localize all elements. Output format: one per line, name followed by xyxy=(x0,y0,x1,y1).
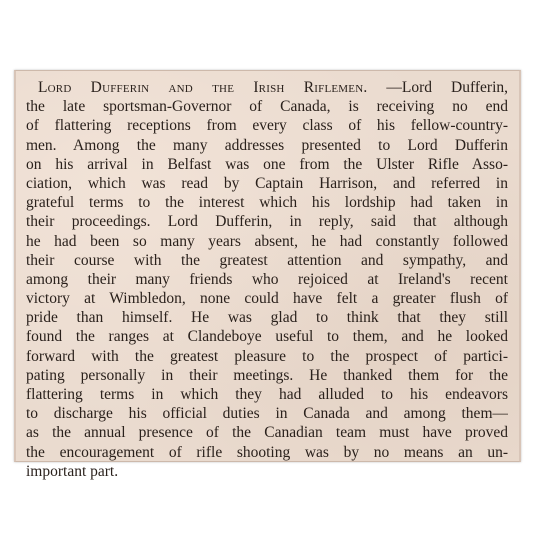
article-line: their proceedings. Lord Dufferin, in reply, said that although xyxy=(26,213,508,231)
article-line: victory at Wimbledon, none could have felt a greater flush of xyxy=(26,290,508,308)
article-line: to discharge his official duties in Canada and among them— xyxy=(26,405,508,423)
article-line: found the ranges at Clandeboye useful to them, and he looked xyxy=(26,328,508,346)
article-line: important part. xyxy=(26,462,119,480)
newspaper-clipping xyxy=(14,70,521,480)
article-line: pride than himself. He was glad to think that they still xyxy=(26,309,508,327)
article-line: on his arrival in Belfast was one from the Ulster Rifle Asso- xyxy=(26,155,508,173)
article-line: —Lord Dufferin, xyxy=(386,79,508,96)
article-line: pating personally in their meetings. He thanked them for the xyxy=(26,366,508,384)
article-line: as the annual presence of the Canadian team must have proved xyxy=(26,424,508,442)
article-line: men. Among the many addresses presented to Lord Dufferin xyxy=(26,136,508,154)
article-line: forward with the greatest pleasure to the prospect of partici- xyxy=(26,347,508,365)
article-line: among their many friends who rejoiced at Ireland's recent xyxy=(26,270,508,288)
article-line: flattering terms in which they had alluded to his endeavors xyxy=(26,386,508,403)
article-line: ciation, which was read by Captain Harrison, and referred in xyxy=(26,174,508,192)
article-line: the late sportsman-Governor of Canada, is receiving no end xyxy=(26,98,508,116)
article-line: the encouragement of rifle shooting was by no means an un- xyxy=(26,443,508,461)
article-line: of flattering receptions from every class of his fellow-country- xyxy=(26,117,508,135)
article-line: he had been so many years absent, he had constantly followed xyxy=(26,232,508,250)
article-body xyxy=(26,78,508,481)
article-first-line xyxy=(26,78,508,97)
article-line: grateful terms to the interest which his lordship had taken in xyxy=(26,194,508,212)
article-heading: Lord Dufferin and the Irish Riflemen. xyxy=(38,79,368,96)
article-line: their course with the greatest attention and sympathy, and xyxy=(26,251,508,269)
